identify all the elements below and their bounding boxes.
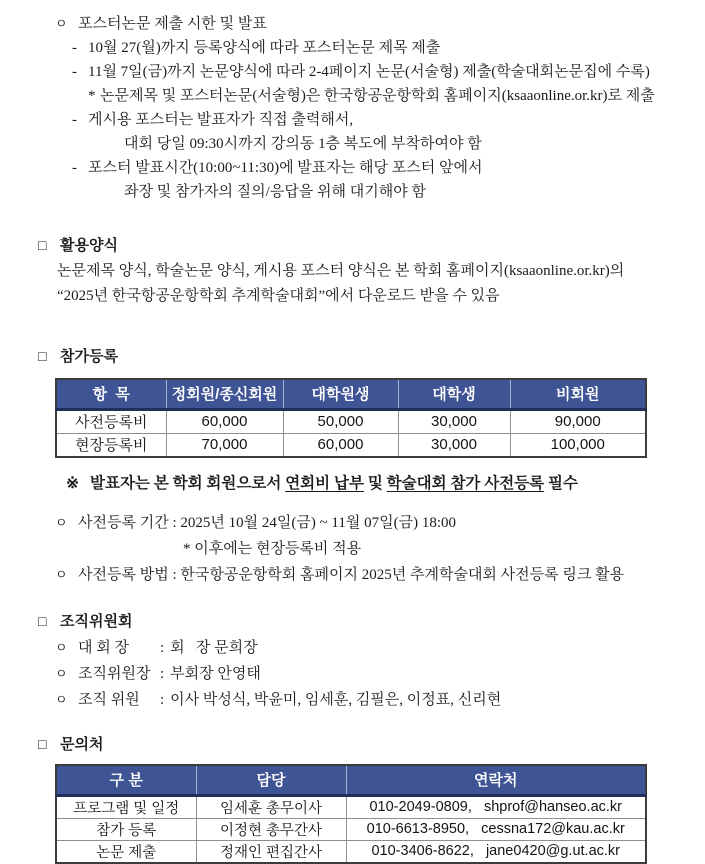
section-heading-text: 참가등록 (60, 349, 118, 365)
fee-value: 30,000 (398, 433, 510, 457)
column-header-category: 구 분 (56, 765, 196, 795)
list-item-text: 논문제목 및 포스터논문(서술형)은 한국항공운항학회 홈페이지(ksaaonline.or.kr)로 제출 (100, 88, 655, 104)
forms-paragraph (57, 259, 677, 309)
fee-value: 60,000 (283, 433, 398, 457)
preregistration-method-text: 사전등록 방법 : 한국항공운항학회 홈페이지 2025년 추계학술대회 사전등록 링크 활용 (78, 567, 625, 583)
list-item (72, 156, 677, 180)
table-row (56, 409, 646, 433)
fee-value: 100,000 (510, 433, 646, 457)
circle-bullet-icon: ㅇ (55, 666, 68, 681)
colon-separator: : (160, 692, 165, 708)
contact-info: 010-6613-8950, cessna172@kau.ac.kr (346, 818, 646, 840)
row-label: 사전등록비 (56, 409, 166, 433)
contact-section (38, 733, 677, 864)
table-header-row (56, 765, 646, 795)
preregistration-period-note (183, 536, 677, 562)
table-row (56, 795, 646, 818)
dash-bullet-icon: - (72, 112, 77, 128)
committee-section (38, 610, 677, 713)
asterisk-bullet-icon: * (88, 88, 96, 104)
reference-mark-icon: ※ (66, 475, 79, 492)
dash-bullet-icon: - (72, 64, 77, 80)
column-header-grad-student: 대학원생 (283, 379, 398, 409)
circle-bullet-icon: ㅇ (55, 692, 68, 707)
contact-info: 010-2049-0809, shprof@hanseo.ac.kr (346, 795, 646, 818)
list-item-text: 좌장 및 참가자의 질의/응답을 위해 대기해야 함 (124, 184, 426, 200)
preregistration-method (55, 562, 677, 588)
section-heading-text: 활용양식 (60, 238, 118, 254)
fee-value: 50,000 (283, 409, 398, 433)
circle-bullet-icon: ㅇ (55, 16, 68, 31)
table-header-row (56, 379, 646, 409)
preregistration-period (55, 510, 677, 536)
committee-person: 부회장 안영태 (170, 666, 261, 682)
section-heading (38, 733, 677, 758)
list-item-continuation (124, 180, 677, 204)
registration-fee-table (55, 378, 647, 458)
dash-bullet-icon: - (72, 40, 77, 56)
committee-person: 회 장 문희장 (170, 640, 258, 656)
registration-section (38, 345, 677, 588)
list-item-text: 포스터 발표시간(10:00~11:30)에 발표자는 해당 포스터 앞에서 (88, 160, 483, 176)
list-item (72, 108, 677, 132)
list-item-text: 11월 7일(금)까지 논문양식에 따라 2-4페이지 논문(서술형) 제출(학술대회논문집에 수록) (88, 64, 650, 80)
section-heading (38, 610, 677, 635)
presenter-note-text (90, 472, 578, 496)
fee-value: 70,000 (166, 433, 283, 457)
fee-value: 30,000 (398, 409, 510, 433)
list-item (72, 36, 677, 60)
column-header-contact: 연락처 (346, 765, 646, 795)
committee-item (55, 635, 677, 661)
circle-bullet-icon: ㅇ (55, 640, 68, 655)
contact-category: 프로그램 및 일정 (56, 795, 196, 818)
poster-heading-text: 포스터논문 제출 시한 및 발표 (78, 16, 267, 32)
column-header-non-member: 비회원 (510, 379, 646, 409)
section-heading-text: 문의처 (60, 737, 104, 753)
note-text-part: 및 (363, 475, 387, 492)
table-row (56, 433, 646, 457)
list-item-text: 게시용 포스터는 발표자가 직접 출력해서, (88, 112, 354, 128)
fee-value: 60,000 (166, 409, 283, 433)
committee-item-text (78, 688, 501, 713)
committee-item (55, 661, 677, 687)
table-row (56, 840, 646, 863)
column-header-item: 항 목 (56, 379, 166, 409)
committee-role: 대 회 장 (78, 640, 129, 656)
committee-item-text (78, 636, 258, 661)
committee-person: 이사 박성식, 박윤미, 임세훈, 김필은, 이정표, 신리현 (170, 692, 502, 708)
preregistration-info (38, 510, 677, 588)
poster-heading (55, 12, 677, 36)
square-bullet-icon: □ (38, 738, 47, 753)
column-header-undergrad: 대학생 (398, 379, 510, 409)
circle-bullet-icon: ㅇ (55, 567, 68, 582)
table-row (56, 818, 646, 840)
note-underlined-part: 연회비 납부 (285, 475, 364, 492)
dash-bullet-icon: - (72, 160, 77, 176)
paragraph-line: 논문제목 양식, 학술논문 양식, 게시용 포스터 양식은 본 학회 홈페이지(ksaaonline.or.kr)의 (57, 263, 625, 279)
colon-separator: : (160, 666, 165, 682)
fee-value: 90,000 (510, 409, 646, 433)
square-bullet-icon: □ (38, 239, 47, 254)
contact-category: 논문 제출 (56, 840, 196, 863)
list-item-text: 10월 27(월)까지 등록양식에 따라 포스터논문 제목 제출 (88, 40, 441, 56)
section-heading-text: 조직위원회 (60, 614, 133, 630)
note-text-part: 필수 (544, 475, 578, 492)
contact-info: 010-3406-8622, jane0420@g.ut.ac.kr (346, 840, 646, 863)
row-label: 현장등록비 (56, 433, 166, 457)
column-header-regular-member: 정회원/종신회원 (166, 379, 283, 409)
list-item (88, 84, 677, 108)
preregistration-period-text: 사전등록 기간 : 2025년 10월 24일(금) ~ 11월 07일(금) 18:00 (78, 515, 456, 531)
square-bullet-icon: □ (38, 350, 47, 365)
committee-item-text (78, 662, 261, 687)
committee-role: 조직 위원 (78, 692, 140, 708)
column-header-person: 담당 (196, 765, 346, 795)
note-underlined-part: 학술대회 참가 사전등록 (386, 475, 545, 492)
paragraph-line: “2025년 한국항공운항학회 추계학술대회”에서 다운로드 받을 수 있음 (57, 288, 500, 304)
note-text-part: 발표자는 본 학회 회원으로서 (90, 475, 286, 492)
period-note-text: * 이후에는 현장등록비 적용 (183, 541, 362, 557)
square-bullet-icon: □ (38, 615, 47, 630)
contact-person: 임세훈 총무이사 (196, 795, 346, 818)
contact-person: 정재인 편집간사 (196, 840, 346, 863)
poster-section (38, 12, 677, 204)
forms-section (38, 234, 677, 309)
section-heading (38, 234, 677, 259)
circle-bullet-icon: ㅇ (55, 515, 68, 530)
contact-category: 참가 등록 (56, 818, 196, 840)
section-heading (38, 345, 677, 370)
list-item-continuation (124, 132, 677, 156)
contact-table (55, 764, 647, 864)
committee-item (55, 687, 677, 713)
list-item (72, 60, 677, 84)
contact-person: 이정현 총무간사 (196, 818, 346, 840)
committee-role: 조직위원장 (78, 666, 151, 682)
list-item-text: 대회 당일 09:30시까지 강의동 1층 복도에 부착하여야 함 (124, 136, 482, 152)
colon-separator: : (160, 640, 165, 656)
presenter-note (66, 472, 677, 496)
